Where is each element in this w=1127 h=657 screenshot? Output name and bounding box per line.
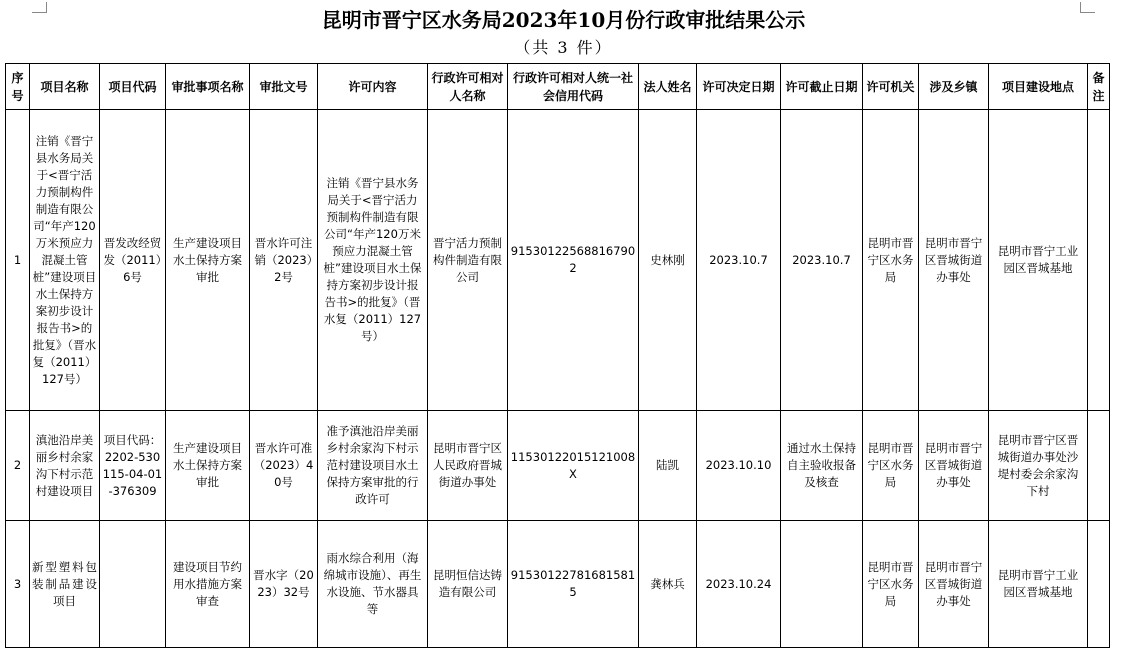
cell-applicant: 晋宁活力预制构件制造有限公司 — [428, 110, 508, 411]
cell-content: 准予滇池沿岸美丽乡村余家沟下村示范村建设项目水土保持方案审批的行政许可 — [318, 411, 428, 521]
cell-authority: 昆明市晋宁区水务局 — [863, 110, 919, 411]
cell-location: 昆明市晋宁工业园区晋城基地 — [989, 521, 1088, 648]
cell-end-date: 2023.10.7 — [781, 110, 863, 411]
cell-item-name: 生产建设项目水土保持方案审批 — [166, 411, 250, 521]
cell-doc-no: 晋水字（2023）32号 — [250, 521, 318, 648]
col-header-town: 涉及乡镇 — [919, 64, 989, 110]
cell-seq: 2 — [6, 411, 30, 521]
cell-project-code: 晋发改经贸发（2011）6号 — [100, 110, 166, 411]
cell-applicant: 昆明市晋宁区人民政府晋城街道办事处 — [428, 411, 508, 521]
cell-town: 昆明市晋宁区晋城街道办事处 — [919, 521, 989, 648]
page-subtitle: （共 3 件） — [514, 38, 613, 57]
cell-seq: 1 — [6, 110, 30, 411]
cell-item-name: 生产建设项目水土保持方案审批 — [166, 110, 250, 411]
cell-location: 昆明市晋宁区晋城街道办事处沙堤村委会余家沟下村 — [989, 411, 1088, 521]
col-header-authority: 许可机关 — [863, 64, 919, 110]
cell-credit-code: 915301227816815815 — [508, 521, 639, 648]
cell-authority: 昆明市晋宁区水务局 — [863, 521, 919, 648]
col-header-legal-person: 法人姓名 — [639, 64, 697, 110]
cell-credit-code: 915301225688167902 — [508, 110, 639, 411]
cell-credit-code: 11530122015121008X — [508, 411, 639, 521]
page-title: 昆明市晋宁区水务局2023年10月份行政审批结果公示 — [321, 8, 806, 32]
cell-location: 昆明市晋宁工业园区晋城基地 — [989, 110, 1088, 411]
col-header-doc-no: 审批文号 — [250, 64, 318, 110]
cell-legal-person: 龚林兵 — [639, 521, 697, 648]
cell-decision-date: 2023.10.10 — [697, 411, 781, 521]
cell-remark — [1088, 411, 1110, 521]
table-row — [6, 411, 1110, 521]
table-row — [6, 110, 1110, 411]
cell-remark — [1088, 110, 1110, 411]
col-header-remark: 备注 — [1088, 64, 1110, 110]
cell-legal-person: 陆凯 — [639, 411, 697, 521]
cell-town: 昆明市晋宁区晋城街道办事处 — [919, 411, 989, 521]
col-header-project-code: 项目代码 — [100, 64, 166, 110]
cell-project-name: 注销《晋宁县水务局关于<晋宁活力预制构件制造有限公司“年产120万米预应力混凝土管桩”建设项目水土保持方案初步设计报告书>的批复》（晋水复（2011）127号） — [30, 110, 100, 411]
cell-project-code — [100, 521, 166, 648]
cell-remark — [1088, 521, 1110, 648]
cell-project-code: 项目代码：2202-530115-04-01-376309 — [100, 411, 166, 521]
table-row — [6, 521, 1110, 648]
cell-decision-date: 2023.10.7 — [697, 110, 781, 411]
col-header-item-name: 审批事项名称 — [166, 64, 250, 110]
cell-doc-no: 晋水许可准（2023）40号 — [250, 411, 318, 521]
cell-end-date — [781, 521, 863, 648]
col-header-end-date: 许可截止日期 — [781, 64, 863, 110]
cell-decision-date: 2023.10.24 — [697, 521, 781, 648]
col-header-applicant: 行政许可相对人名称 — [428, 64, 508, 110]
cell-project-name: 滇池沿岸美丽乡村余家沟下村示范村建设项目 — [30, 411, 100, 521]
cell-doc-no: 晋水许可注销（2023）2号 — [250, 110, 318, 411]
col-header-project-name: 项目名称 — [30, 64, 100, 110]
approval-results-table — [5, 63, 1110, 648]
cell-project-name: 新型塑料包装制品建设项目 — [30, 521, 100, 648]
col-header-seq: 序号 — [6, 64, 30, 110]
col-header-credit-code: 行政许可相对人统一社会信用代码 — [508, 64, 639, 110]
table-header-row — [6, 64, 1110, 110]
cell-end-date: 通过水土保持自主验收报备及核查 — [781, 411, 863, 521]
cell-town: 昆明市晋宁区晋城街道办事处 — [919, 110, 989, 411]
cell-applicant: 昆明恒信达铸造有限公司 — [428, 521, 508, 648]
cell-seq: 3 — [6, 521, 30, 648]
cell-content: 雨水综合利用（海绵城市设施）、再生水设施、节水器具等 — [318, 521, 428, 648]
cell-legal-person: 史林刚 — [639, 110, 697, 411]
cell-content: 注销《晋宁县水务局关于<晋宁活力预制构件制造有限公司“年产120万米预应力混凝土管桩”建设项目水土保持方案初步设计报告书>的批复》（晋水复（2011）127号） — [318, 110, 428, 411]
cell-authority: 昆明市晋宁区水务局 — [863, 411, 919, 521]
col-header-location: 项目建设地点 — [989, 64, 1088, 110]
cell-item-name: 建设项目节约用水措施方案审查 — [166, 521, 250, 648]
col-header-decision-date: 许可决定日期 — [697, 64, 781, 110]
col-header-content: 许可内容 — [318, 64, 428, 110]
